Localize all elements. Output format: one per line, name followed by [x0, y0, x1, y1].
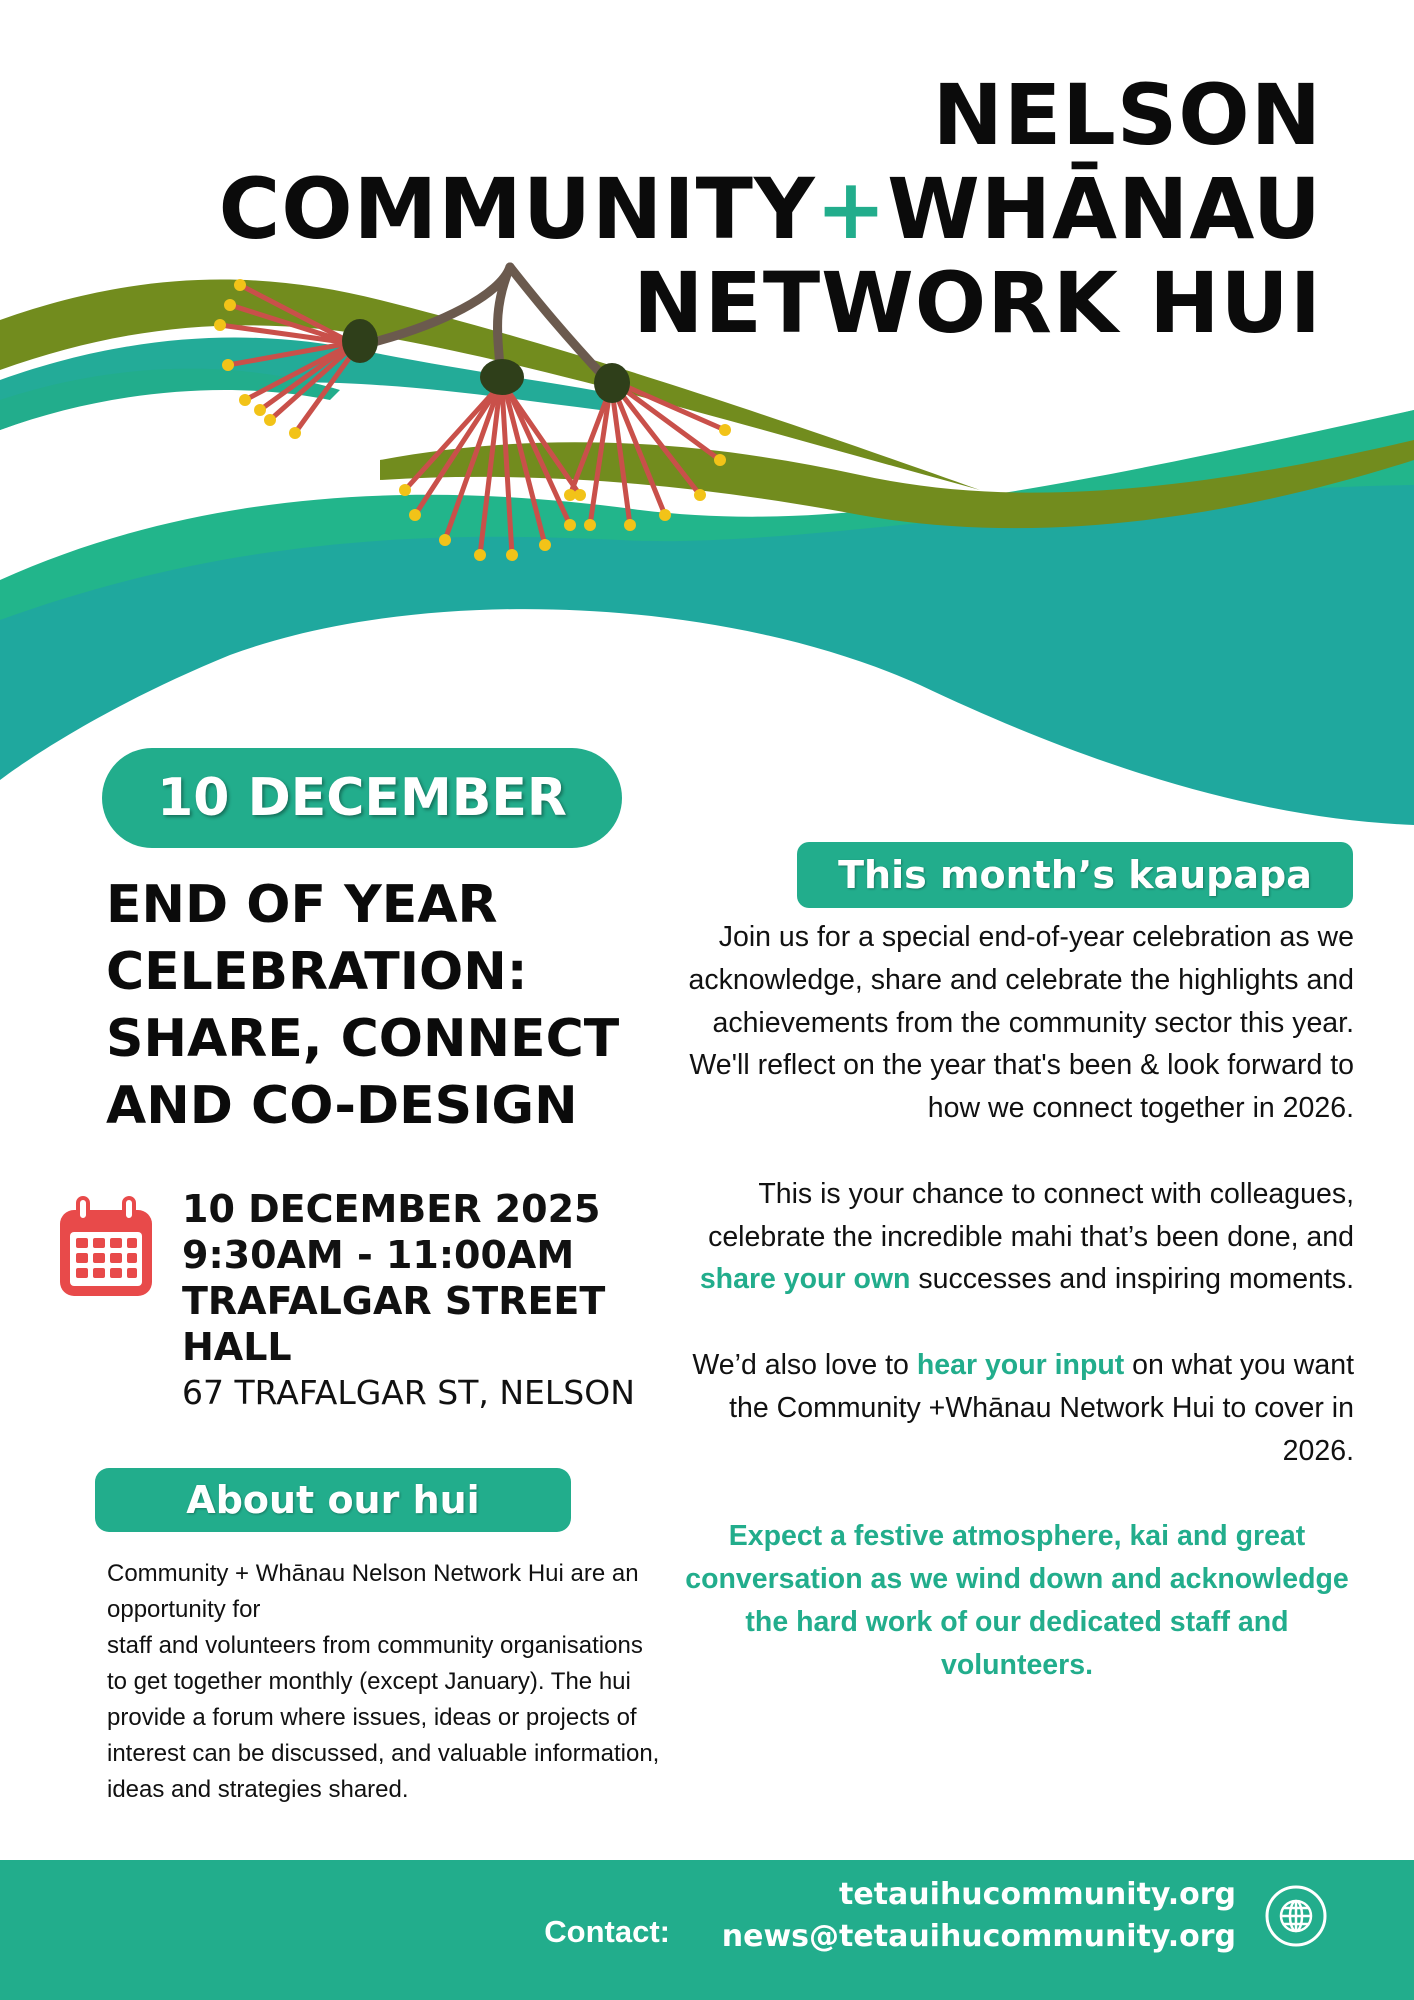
para2-pre: This is your chance to connect with colleagues, celebrate the incredible mahi that’s been done, and	[708, 1177, 1354, 1253]
about-line-2: staff and volunteers from community organisations to get together monthly (except January). The hui provide a forum where issues, ideas or projects of interest can be discussed, and valuable information, ideas and strategies shared.	[107, 1632, 660, 1803]
event-address: 67 TRAFALGAR ST, NELSON	[182, 1373, 635, 1412]
flower-stems	[370, 267, 605, 378]
event-time: 9:30AM - 11:00AM	[182, 1233, 575, 1277]
about-line-1: Community + Whānau Nelson Network Hui are an opportunity for	[107, 1560, 639, 1623]
event-title: END OF YEAR CELEBRATION: SHARE, CONNECT AND CO-DESIGN	[106, 875, 620, 1136]
calendar-icon	[56, 1196, 156, 1300]
event-date: 10 DECEMBER 2025	[182, 1187, 601, 1231]
about-heading: About our hui	[95, 1468, 571, 1532]
para3-highlight: hear your input	[916, 1348, 1125, 1381]
kaupapa-para-2	[680, 1173, 1354, 1301]
event-venue: TRAFALGAR STREET HALL	[182, 1279, 606, 1369]
date-badge: 10 DECEMBER	[102, 748, 622, 848]
kaupapa-closing: Expect a festive atmosphere, kai and great conversation as we wind down and acknowledge the hard work of our dedicated staff and volunteers.	[685, 1520, 1349, 1681]
flower-left	[214, 279, 378, 439]
pohutukawa-flowers	[200, 255, 760, 595]
contact-lines	[722, 1874, 1236, 1958]
title-line-2	[62, 162, 1322, 256]
email-link[interactable]: news@tetauihucommunity.org	[721, 1919, 1236, 1954]
event-details	[182, 1186, 682, 1416]
about-text	[107, 1556, 667, 1808]
contact-label: Contact:	[544, 1914, 670, 1949]
title-plus: +	[815, 160, 888, 258]
kaupapa-para-3	[680, 1344, 1354, 1472]
para3-post: on what you want the Community +Whānau Network Hui to cover in 2026.	[729, 1348, 1354, 1467]
kaupapa-para-1: Join us for a special end-of-year celebration as we acknowledge, share and celebrate the highlights and achievements from the community sector this year. We'll reflect on the year that's been & look forward to how we connect together in 2026.	[688, 921, 1354, 1125]
kaupapa-body	[680, 916, 1354, 1686]
globe-icon[interactable]	[1264, 1884, 1328, 1948]
title-whanau: WHĀNAU	[887, 160, 1322, 258]
title-community: COMMUNITY	[218, 160, 816, 258]
flower-middle	[399, 359, 586, 561]
title-line-1: NELSON	[932, 66, 1322, 164]
title-line-3: NETWORK HUI	[633, 254, 1322, 352]
para2-highlight: share your own	[699, 1263, 911, 1296]
website-link[interactable]: tetauihucommunity.org	[839, 1877, 1236, 1912]
flower-right	[564, 363, 731, 531]
para2-post: successes and inspiring moments.	[910, 1263, 1354, 1296]
kaupapa-heading: This month’s kaupapa	[797, 842, 1353, 908]
para3-pre: We’d also love to	[692, 1348, 917, 1381]
